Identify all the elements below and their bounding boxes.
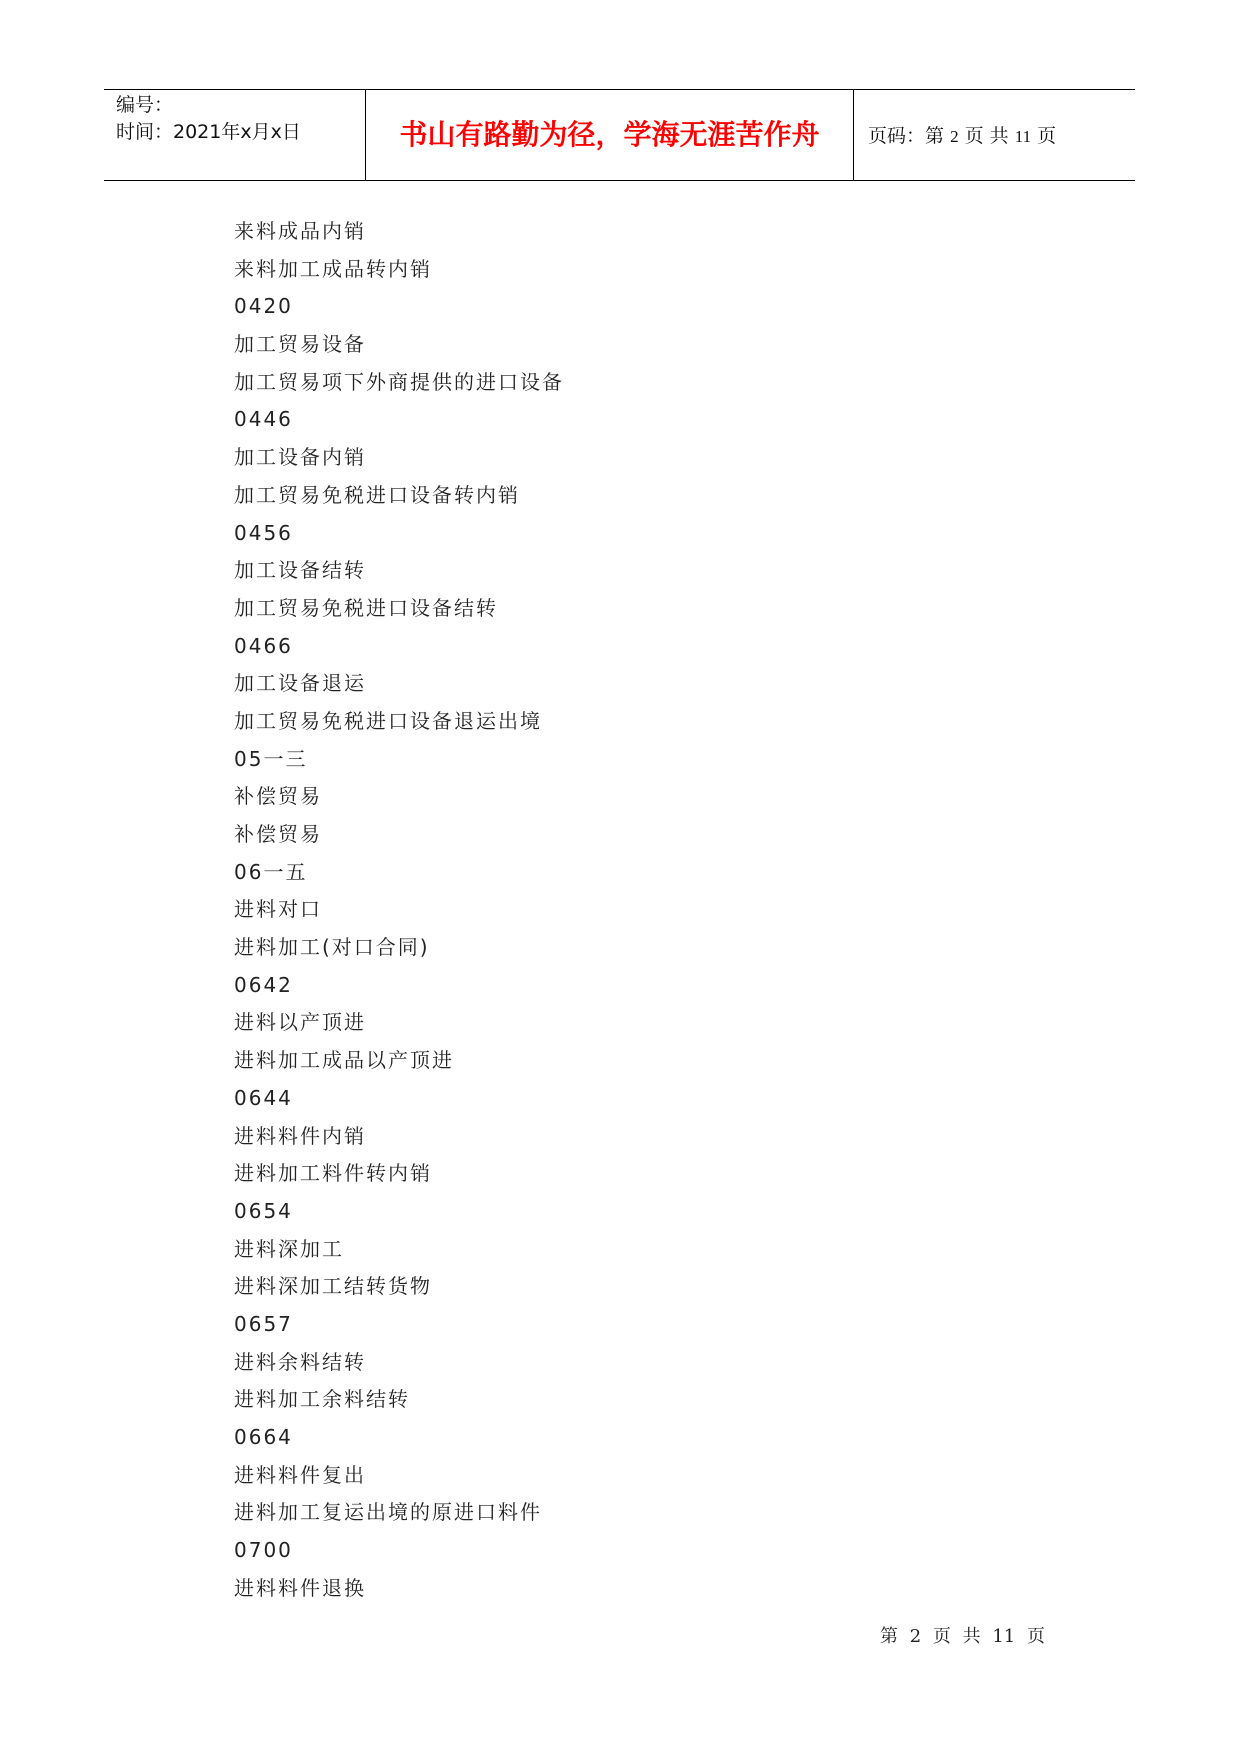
content-line: 进料料件退换 xyxy=(234,1575,366,1600)
content-line: 加工设备退运 xyxy=(234,671,366,696)
content-line: 进料对口 xyxy=(234,897,322,922)
content-line: 06一五 xyxy=(234,859,308,884)
content-line: 来料成品内销 xyxy=(234,219,366,243)
document-header xyxy=(104,89,1135,181)
header-info-cell xyxy=(104,90,366,180)
page-prefix: 页码：第 xyxy=(868,125,945,147)
content-line: 进料深加工结转货物 xyxy=(234,1274,432,1299)
content-line: 进料以产顶进 xyxy=(234,1010,366,1035)
content-line: 进料加工料件转内销 xyxy=(234,1161,432,1186)
content-line: 补偿贸易 xyxy=(234,822,322,846)
header-motto-cell xyxy=(366,90,854,180)
content-line: 0700 xyxy=(234,1538,293,1563)
page-footer: 第 2 页 共 11 页 xyxy=(880,1626,1045,1647)
page-number-info xyxy=(868,124,1056,149)
content-line: 0642 xyxy=(234,972,293,997)
content-line: 05一三 xyxy=(234,746,308,771)
document-number-label: 编号： xyxy=(116,94,174,116)
motto-text: 书山有路勤为径，学海无涯苦作舟 xyxy=(399,118,820,151)
content-line: 进料加工余料结转 xyxy=(234,1387,410,1412)
header-page-cell xyxy=(854,90,1135,180)
content-line: 进料余料结转 xyxy=(234,1349,366,1374)
content-line: 进料加工成品以产顶进 xyxy=(234,1048,454,1073)
content-line: 0657 xyxy=(234,1311,293,1336)
content-line: 0654 xyxy=(234,1198,293,1223)
page-current: 2 xyxy=(950,127,959,146)
page-middle: 页 共 xyxy=(964,125,1009,147)
content-line: 加工贸易免税进口设备结转 xyxy=(234,595,498,620)
page-suffix: 页 xyxy=(1037,125,1057,147)
content-line: 来料加工成品转内销 xyxy=(234,256,432,281)
content-line: 进料加工(对口合同) xyxy=(234,935,430,960)
content-line: 进料深加工 xyxy=(234,1236,344,1261)
content-line: 加工设备结转 xyxy=(234,558,366,583)
content-line: 进料加工复运出境的原进口料件 xyxy=(234,1500,542,1525)
content-line: 0644 xyxy=(234,1085,293,1110)
content-line: 补偿贸易 xyxy=(234,784,322,809)
content-line: 0664 xyxy=(234,1425,293,1449)
content-line: 加工贸易设备 xyxy=(234,332,366,357)
content-line: 进料料件复出 xyxy=(234,1462,366,1487)
content-line: 加工设备内销 xyxy=(234,445,366,470)
content-line: 0466 xyxy=(234,633,293,658)
document-time: 时间：2021年x月x日 xyxy=(116,121,301,143)
content-line: 0456 xyxy=(234,520,293,545)
page-total: 11 xyxy=(1014,127,1032,146)
content-line: 加工贸易项下外商提供的进口设备 xyxy=(234,369,564,394)
content-line: 0420 xyxy=(234,294,293,319)
content-line: 0446 xyxy=(234,407,293,432)
content-line: 加工贸易免税进口设备退运出境 xyxy=(234,708,542,733)
content-list xyxy=(234,217,564,1611)
content-line: 加工贸易免税进口设备转内销 xyxy=(234,482,520,507)
content-line: 进料料件内销 xyxy=(234,1123,366,1148)
